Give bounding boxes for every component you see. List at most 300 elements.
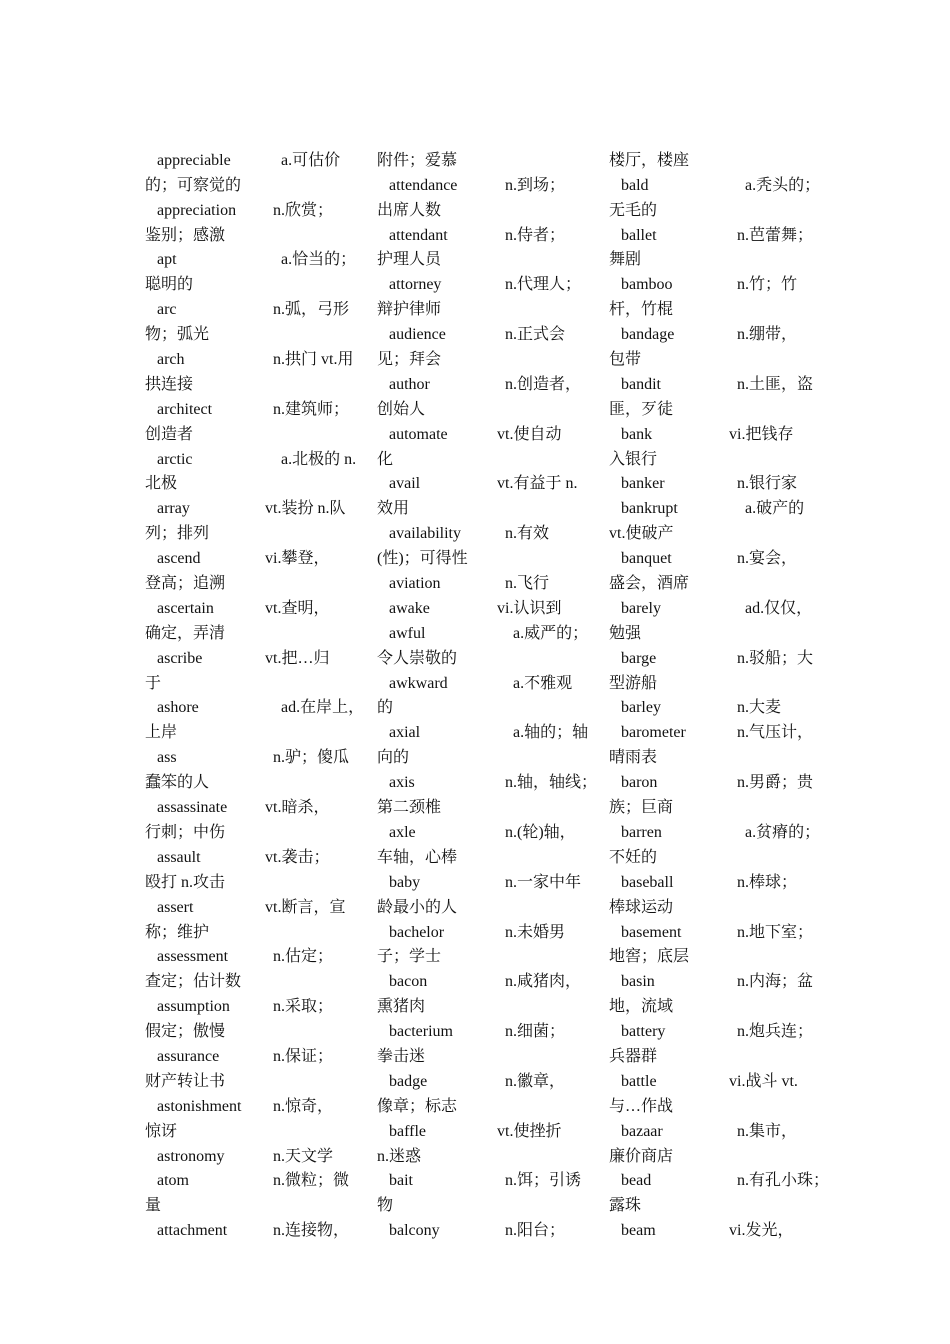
- vocab-headword: bacon: [389, 973, 428, 991]
- vocab-entry-line: [145, 896, 365, 921]
- vocab-definition: n.集市，: [737, 1122, 798, 1140]
- vocab-headword: attendant: [389, 226, 448, 244]
- vocab-column-1: [145, 124, 365, 1244]
- vocab-continuation-line: [377, 248, 597, 273]
- vocab-entry-line: [145, 746, 365, 771]
- vocab-continuation-line: [609, 846, 829, 871]
- vocab-definition-continuation: 龄最小的人: [377, 898, 458, 916]
- vocab-continuation-line: [377, 696, 597, 721]
- vocab-definition-continuation: 熏猪肉: [377, 998, 426, 1016]
- vocab-headword: appreciable: [157, 151, 231, 169]
- vocab-continuation-line: [145, 273, 365, 298]
- vocab-continuation-line: [145, 224, 365, 249]
- vocab-continuation-line: [609, 796, 829, 821]
- vocab-definition: n.银行家: [737, 475, 798, 493]
- vocab-definition-continuation: 化: [377, 450, 394, 468]
- vocab-definition: n.竹；竹: [737, 276, 798, 294]
- vocab-continuation-line: [609, 522, 829, 547]
- vocab-headword: appreciation: [157, 201, 237, 219]
- vocab-continuation-line: [609, 248, 829, 273]
- vocab-headword: assumption: [157, 998, 230, 1016]
- vocab-entry-line: [377, 622, 597, 647]
- vocab-definition-continuation: 地窖；底层: [609, 948, 690, 966]
- vocab-definition: n.弧，弓形: [273, 301, 350, 319]
- vocab-definition: n.到场；: [505, 176, 566, 194]
- vocab-continuation-line: [609, 1095, 829, 1120]
- vocab-definition-continuation: 北极: [145, 475, 178, 493]
- vocab-entry-line: [609, 1120, 829, 1145]
- vocab-entry-line: [377, 821, 597, 846]
- vocab-continuation-line: [145, 423, 365, 448]
- vocab-definition: n.绷带，: [737, 326, 798, 344]
- vocab-definition: vt.断言，宣: [265, 898, 346, 916]
- vocab-definition: n.建筑师；: [273, 400, 350, 418]
- vocab-headword: bank: [621, 425, 653, 443]
- vocab-definition: n.保证；: [273, 1047, 334, 1065]
- vocab-entry-line: [609, 696, 829, 721]
- vocab-entry-line: [145, 547, 365, 572]
- vocab-definition-continuation: 勉强: [609, 624, 642, 642]
- vocab-headword: bandage: [621, 326, 675, 344]
- vocab-continuation-line: [377, 199, 597, 224]
- vocab-headword: ashore: [157, 699, 199, 717]
- vocab-headword: attachment: [157, 1222, 228, 1240]
- vocab-definition-continuation: 物: [377, 1197, 394, 1215]
- vocab-continuation-line: [377, 647, 597, 672]
- vocab-definition: vi.认识到: [497, 599, 562, 617]
- vocab-entry-line: [145, 497, 365, 522]
- vocab-definition: n.细菌；: [505, 1023, 566, 1041]
- vocab-definition: vt.袭击；: [265, 848, 330, 866]
- vocab-definition-continuation: 列；排列: [145, 525, 210, 543]
- vocab-headword: bazaar: [621, 1122, 663, 1140]
- vocab-definition-continuation: 聪明的: [145, 276, 194, 294]
- vocab-headword: arc: [157, 301, 177, 319]
- vocab-entry-line: [145, 647, 365, 672]
- vocab-entry-line: [609, 1070, 829, 1095]
- vocab-definition-continuation: 的；可察觉的: [145, 176, 242, 194]
- vocab-entry-line: [377, 597, 597, 622]
- vocab-headword: basin: [621, 973, 655, 991]
- vocab-definition: a.轴的；轴: [513, 724, 589, 742]
- vocab-entry-line: [609, 423, 829, 448]
- vocab-headword: bald: [621, 176, 649, 194]
- vocab-entry-line: [609, 821, 829, 846]
- vocab-definition: a.破产的: [745, 500, 805, 518]
- vocab-definition: n.轴，轴线；: [505, 774, 598, 792]
- vocab-definition: n.侍者；: [505, 226, 566, 244]
- vocab-definition-continuation: 与…作战: [609, 1097, 674, 1115]
- vocab-continuation-line: [609, 199, 829, 224]
- vocab-headword: battery: [621, 1023, 666, 1041]
- vocab-headword: ballet: [621, 226, 657, 244]
- vocab-entry-line: [145, 846, 365, 871]
- vocab-definition-continuation: 令人崇敬的: [377, 649, 458, 667]
- vocab-continuation-line: [145, 821, 365, 846]
- vocab-entry-line: [145, 945, 365, 970]
- vocab-headword: atom: [157, 1172, 189, 1190]
- vocab-headword: badge: [389, 1072, 428, 1090]
- vocab-headword: bachelor: [389, 923, 445, 941]
- vocab-headword: balcony: [389, 1222, 440, 1240]
- vocab-definition: n.地下室；: [737, 923, 814, 941]
- vocab-continuation-line: [609, 896, 829, 921]
- vocab-entry-line: [609, 921, 829, 946]
- vocab-headword: barley: [621, 699, 661, 717]
- vocab-definition-continuation: 匪，歹徒: [609, 400, 674, 418]
- vocab-headword: barren: [621, 823, 662, 841]
- vocab-definition: n.拱门 vt.用: [273, 351, 354, 369]
- vocab-definition-continuation: 包带: [609, 351, 642, 369]
- vocab-headword: ascend: [157, 550, 201, 568]
- vocab-definition-continuation: 型游船: [609, 674, 658, 692]
- vocab-headword: avail: [389, 475, 421, 493]
- vocab-entry-line: [377, 1020, 597, 1045]
- vocab-entry-line: [609, 647, 829, 672]
- vocab-definition: vi.发光，: [729, 1222, 794, 1240]
- vocab-continuation-line: [609, 124, 829, 149]
- vocab-entry-line: [145, 149, 365, 174]
- vocab-definition-continuation: 拱连接: [145, 375, 194, 393]
- vocab-definition: n.估定；: [273, 948, 334, 966]
- vocab-definition-continuation: 拳击迷: [377, 1047, 426, 1065]
- vocab-definition: n.有孔小珠；: [737, 1172, 830, 1190]
- vocab-definition-continuation: 登高；追溯: [145, 575, 226, 593]
- vocab-entry-line: [145, 597, 365, 622]
- vocab-definition-continuation: 晴雨表: [609, 749, 658, 767]
- vocab-entry-line: [609, 1020, 829, 1045]
- vocab-definition-continuation: 廉价商店: [609, 1147, 674, 1165]
- vocab-definition-continuation: 附件；爱慕: [377, 151, 458, 169]
- vocab-continuation-line: [609, 746, 829, 771]
- vocab-definition-continuation: 子；学士: [377, 948, 442, 966]
- vocab-definition: n.炮兵连；: [737, 1023, 814, 1041]
- vocab-definition-continuation: 物；弧光: [145, 326, 210, 344]
- vocab-entry-line: [609, 273, 829, 298]
- vocab-headword: barely: [621, 599, 661, 617]
- vocab-definition: n.宴会，: [737, 550, 798, 568]
- vocab-definition: n.未婚男: [505, 923, 566, 941]
- vocab-definition: a.威严的；: [513, 624, 589, 642]
- vocab-headword: axis: [389, 774, 415, 792]
- vocab-entry-line: [609, 871, 829, 896]
- vocab-definition: vt.使自动: [497, 425, 562, 443]
- vocab-headword: baron: [621, 774, 658, 792]
- vocab-continuation-line: [609, 398, 829, 423]
- vocab-definition: n.驴；傻瓜: [273, 749, 350, 767]
- vocab-definition: n.采取；: [273, 998, 334, 1016]
- vocab-definition-continuation: 行刺；中伤: [145, 823, 226, 841]
- vocab-continuation-line: [145, 522, 365, 547]
- vocab-entry-line: [609, 323, 829, 348]
- vocab-definition-continuation: 露珠: [609, 1197, 642, 1215]
- vocab-definition-continuation: 杆，竹棍: [609, 301, 674, 319]
- vocab-definition: n.(轮)轴，: [505, 823, 576, 841]
- vocab-definition-continuation: n.迷惑: [377, 1147, 422, 1165]
- vocab-definition: n.天文学: [273, 1147, 334, 1165]
- vocab-definition-continuation: 楼厅，楼座: [609, 151, 690, 169]
- vocab-entry-line: [377, 224, 597, 249]
- vocab-definition-continuation: 出席人数: [377, 201, 442, 219]
- vocab-entry-line: [609, 373, 829, 398]
- vocab-continuation-line: [377, 398, 597, 423]
- vocab-continuation-line: [377, 796, 597, 821]
- vocab-headword: automate: [389, 425, 448, 443]
- vocab-entry-line: [377, 174, 597, 199]
- vocab-definition: vi.把钱存: [729, 425, 794, 443]
- vocab-definition: n.欣赏；: [273, 201, 334, 219]
- vocab-continuation-line: [145, 771, 365, 796]
- vocab-entry-line: [145, 995, 365, 1020]
- vocab-definition: n.飞行: [505, 575, 550, 593]
- vocab-continuation-line: [377, 945, 597, 970]
- vocab-definition-continuation: 无毛的: [609, 201, 658, 219]
- vocab-headword: assessment: [157, 948, 229, 966]
- vocab-definition: a.恰当的；: [281, 251, 357, 269]
- vocab-definition: n.徽章，: [505, 1072, 566, 1090]
- vocab-headword: bead: [621, 1172, 652, 1190]
- vocab-entry-line: [609, 597, 829, 622]
- vocab-definition-continuation: 棒球运动: [609, 898, 674, 916]
- vocab-headword: apt: [157, 251, 177, 269]
- vocab-definition: ad.仅仅，: [745, 599, 813, 617]
- vocab-headword: axial: [389, 724, 421, 742]
- vocab-entry-line: [377, 273, 597, 298]
- vocab-headword: bandit: [621, 375, 661, 393]
- vocab-definition: a.贫瘠的；: [745, 823, 821, 841]
- vocab-entry-line: [609, 497, 829, 522]
- vocab-definition-continuation: 地，流域: [609, 998, 674, 1016]
- vocab-continuation-line: [145, 1120, 365, 1145]
- vocab-continuation-line: [145, 871, 365, 896]
- vocab-continuation-line: [377, 124, 597, 149]
- vocab-definition: a.不雅观: [513, 674, 573, 692]
- vocab-entry-line: [609, 174, 829, 199]
- vocab-continuation-line: [609, 448, 829, 473]
- vocab-continuation-line: [609, 1145, 829, 1170]
- vocab-entry-line: [145, 1219, 365, 1244]
- vocab-entry-line: [145, 199, 365, 224]
- vocab-definition-continuation: 的: [377, 699, 394, 717]
- vocab-entry-line: [377, 871, 597, 896]
- vocab-entry-line: [377, 373, 597, 398]
- vocab-definition: n.饵；引诱: [505, 1172, 582, 1190]
- vocab-continuation-line: [609, 622, 829, 647]
- vocab-headword: author: [389, 375, 430, 393]
- vocab-headword: bamboo: [621, 276, 673, 294]
- vocab-entry-line: [377, 1120, 597, 1145]
- vocab-headword: ascribe: [157, 649, 203, 667]
- vocab-definition: ad.在岸上，: [281, 699, 365, 717]
- vocab-headword: assurance: [157, 1047, 220, 1065]
- vocab-headword: beam: [621, 1222, 656, 1240]
- vocab-entry-line: [145, 696, 365, 721]
- vocab-headword: arctic: [157, 450, 193, 468]
- vocab-continuation-line: [609, 149, 829, 174]
- vocab-definition-continuation: 像章；标志: [377, 1097, 458, 1115]
- vocab-definition: n.大麦: [737, 699, 782, 717]
- vocab-continuation-line: [145, 721, 365, 746]
- vocab-continuation-line: [145, 921, 365, 946]
- vocab-definition-continuation: vt.使破产: [609, 525, 674, 543]
- vocab-headword: awful: [389, 624, 426, 642]
- vocab-definition: a.秃头的；: [745, 176, 821, 194]
- vocab-definition-continuation: 鉴别；感激: [145, 226, 226, 244]
- vocab-continuation-line: [609, 1194, 829, 1219]
- vocab-entry-line: [377, 921, 597, 946]
- vocab-continuation-line: [377, 1145, 597, 1170]
- vocab-continuation-line: [609, 1045, 829, 1070]
- vocab-definition: n.男爵；贵: [737, 774, 814, 792]
- vocab-definition: vt.有益于 n.: [497, 475, 578, 493]
- vocab-headword: attorney: [389, 276, 442, 294]
- vocab-headword: axle: [389, 823, 416, 841]
- vocab-definition-continuation: (性)；可得性: [377, 550, 468, 568]
- vocab-entry-line: [377, 572, 597, 597]
- vocab-entry-line: [609, 472, 829, 497]
- vocab-continuation-line: [377, 1095, 597, 1120]
- vocab-definition: vt.使挫折: [497, 1122, 562, 1140]
- vocab-definition: n.内海；盆: [737, 973, 814, 991]
- vocab-continuation-line: [145, 323, 365, 348]
- vocab-headword: architect: [157, 400, 213, 418]
- vocab-definition-continuation: 不妊的: [609, 848, 658, 866]
- vocab-definition-continuation: 盛会，酒席: [609, 575, 690, 593]
- vocab-headword: ascertain: [157, 599, 214, 617]
- vocab-entry-line: [377, 423, 597, 448]
- vocab-definition: n.阳台；: [505, 1222, 566, 1240]
- vocab-entry-line: [145, 248, 365, 273]
- vocab-entry-line: [377, 1219, 597, 1244]
- vocab-headword: availability: [389, 525, 461, 543]
- vocab-definition: vi.战斗 vt.: [729, 1072, 798, 1090]
- vocab-definition: a.北极的 n.: [281, 450, 357, 468]
- vocab-column-2: [377, 124, 597, 1244]
- vocab-entry-line: [609, 547, 829, 572]
- vocab-definition-continuation: 称；维护: [145, 923, 210, 941]
- vocab-continuation-line: [145, 672, 365, 697]
- vocab-headword: astronomy: [157, 1147, 225, 1165]
- vocab-entry-line: [609, 224, 829, 249]
- vocab-headword: assassinate: [157, 799, 228, 817]
- vocab-continuation-line: [377, 448, 597, 473]
- vocab-definition: vt.暗杀，: [265, 799, 330, 817]
- vocab-headword: attendance: [389, 176, 458, 194]
- vocab-continuation-line: [377, 497, 597, 522]
- vocab-definition-continuation: 见；拜会: [377, 351, 442, 369]
- vocab-headword: banker: [621, 475, 665, 493]
- vocab-entry-line: [145, 448, 365, 473]
- vocab-entry-line: [145, 1145, 365, 1170]
- vocab-definition-continuation: 假定；傲慢: [145, 1023, 226, 1041]
- vocab-entry-line: [609, 1169, 829, 1194]
- vocab-definition-continuation: 于: [145, 674, 162, 692]
- vocab-definition-continuation: 辩护律师: [377, 301, 442, 319]
- vocab-entry-line: [145, 398, 365, 423]
- vocab-definition: vt.把…归: [265, 649, 330, 667]
- vocab-definition: n.咸猪肉，: [505, 973, 582, 991]
- vocab-headword: banquet: [621, 550, 672, 568]
- vocab-continuation-line: [145, 622, 365, 647]
- vocab-definition-continuation: 入银行: [609, 450, 658, 468]
- vocab-definition: n.气压计，: [737, 724, 814, 742]
- vocab-continuation-line: [609, 298, 829, 323]
- vocab-entry-line: [377, 672, 597, 697]
- vocab-headword: assert: [157, 898, 194, 916]
- vocab-headword: awake: [389, 599, 430, 617]
- vocab-headword: audience: [389, 326, 446, 344]
- vocab-definition: n.土匪，盗: [737, 375, 814, 393]
- vocab-continuation-line: [145, 1020, 365, 1045]
- vocab-definition: a.可估价: [281, 151, 341, 169]
- vocab-continuation-line: [145, 373, 365, 398]
- vocab-definition-continuation: 惊讶: [145, 1122, 178, 1140]
- vocab-continuation-line: [609, 945, 829, 970]
- vocab-definition-continuation: 殴打 n.攻击: [145, 873, 226, 891]
- vocab-definition: n.微粒；微: [273, 1172, 350, 1190]
- vocab-headword: baby: [389, 873, 421, 891]
- vocab-headword: barge: [621, 649, 657, 667]
- vocab-entry-line: [609, 970, 829, 995]
- vocab-definition-continuation: 创造者: [145, 425, 194, 443]
- vocab-entry-line: [145, 298, 365, 323]
- vocab-entry-line: [145, 1169, 365, 1194]
- vocab-continuation-line: [377, 547, 597, 572]
- vocab-headword: ass: [157, 749, 177, 767]
- vocab-entry-line: [377, 323, 597, 348]
- vocab-definition-continuation: 上岸: [145, 724, 178, 742]
- vocab-entry-line: [145, 348, 365, 373]
- vocab-definition-continuation: 财产转让书: [145, 1072, 226, 1090]
- vocab-entry-line: [145, 1095, 365, 1120]
- vocab-continuation-line: [145, 1070, 365, 1095]
- vocab-headword: basement: [621, 923, 682, 941]
- vocab-headword: bacterium: [389, 1023, 453, 1041]
- vocab-entry-line: [377, 472, 597, 497]
- vocab-entry-line: [377, 970, 597, 995]
- vocab-definition: n.芭蕾舞；: [737, 226, 814, 244]
- vocab-definition-continuation: 查定；估计数: [145, 973, 242, 991]
- vocab-definition-continuation: 确定，弄清: [145, 624, 226, 642]
- vocab-definition: vt.查明，: [265, 599, 330, 617]
- vocab-headword: bait: [389, 1172, 413, 1190]
- vocab-continuation-line: [609, 348, 829, 373]
- vocab-definition: vi.攀登，: [265, 550, 330, 568]
- vocab-entry-line: [377, 522, 597, 547]
- vocab-continuation-line: [377, 746, 597, 771]
- vocab-definition: n.棒球；: [737, 873, 798, 891]
- vocab-entry-line: [377, 1070, 597, 1095]
- vocab-continuation-line: [377, 995, 597, 1020]
- vocab-definition-continuation: 舞剧: [609, 251, 642, 269]
- vocab-definition-continuation: 族；巨商: [609, 799, 674, 817]
- vocab-continuation-line: [609, 995, 829, 1020]
- vocab-continuation-line: [377, 149, 597, 174]
- vocab-entry-line: [377, 771, 597, 796]
- vocab-definition-continuation: 护理人员: [377, 251, 442, 269]
- vocab-definition-continuation: 第二颈椎: [377, 799, 442, 817]
- vocab-continuation-line: [377, 1045, 597, 1070]
- vocab-definition-continuation: 向的: [377, 749, 410, 767]
- vocab-headword: astonishment: [157, 1097, 242, 1115]
- vocab-continuation-line: [145, 1194, 365, 1219]
- vocab-continuation-line: [145, 174, 365, 199]
- vocab-headword: barometer: [621, 724, 686, 742]
- vocab-definition-continuation: 创始人: [377, 400, 426, 418]
- vocab-continuation-line: [377, 298, 597, 323]
- vocab-headword: arch: [157, 351, 185, 369]
- vocab-entry-line: [145, 796, 365, 821]
